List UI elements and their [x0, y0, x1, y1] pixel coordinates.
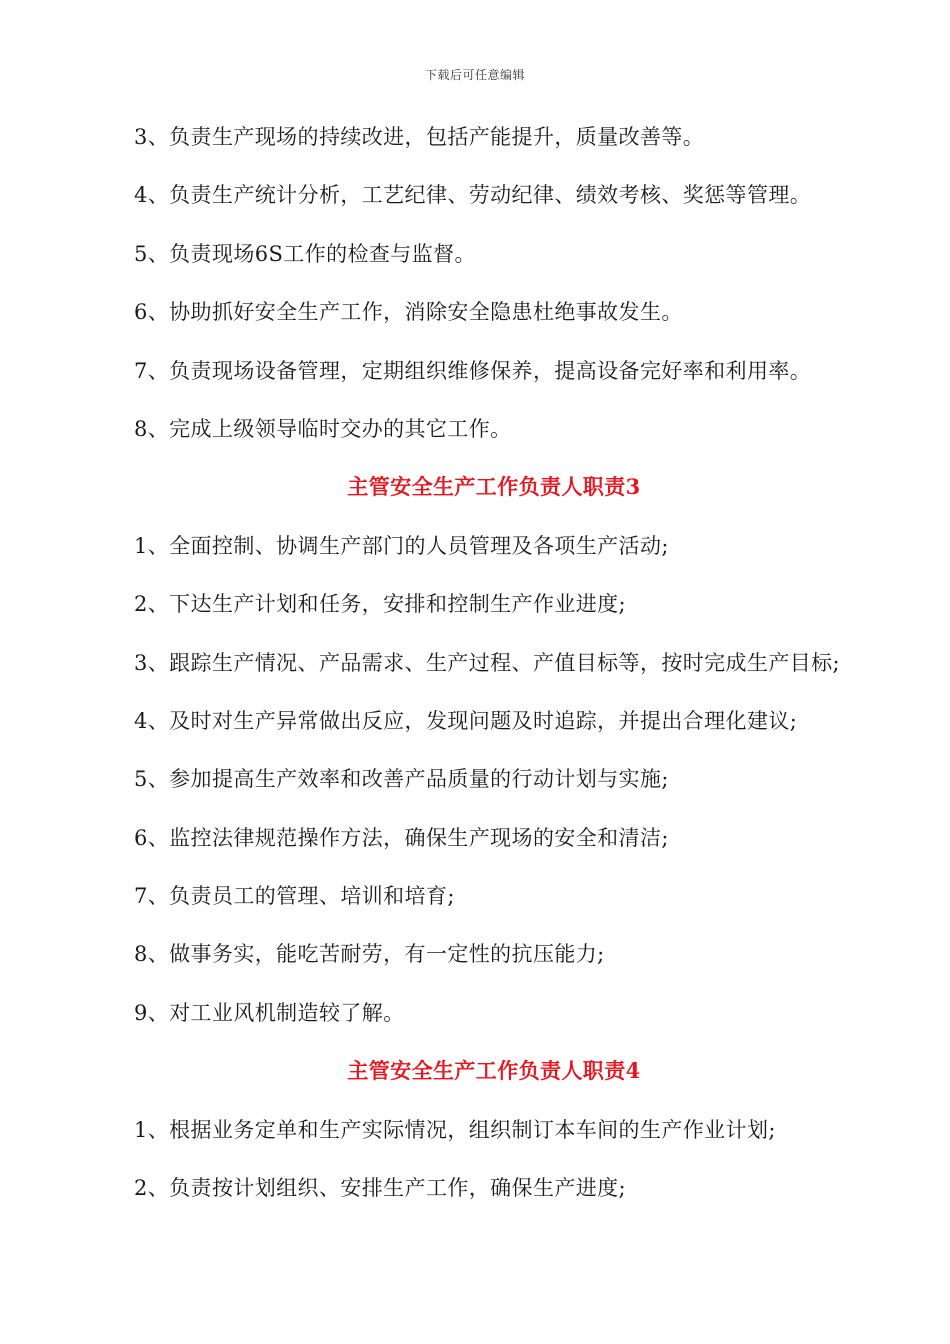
section-3-title: 主管安全生产工作负责人职责3: [347, 474, 641, 500]
list-item: 7、负责现场设备管理，定期组织维修保养，提高设备完好率和利用率。: [134, 358, 812, 383]
list-item: 4、及时对生产异常做出反应，发现问题及时追踪，并提出合理化建议;: [134, 708, 798, 733]
list-item: 5、负责现场6S工作的检查与监督。: [134, 241, 476, 266]
page-header: 下载后可任意编辑: [424, 68, 525, 82]
list-item: 6、协助抓好安全生产工作，消除安全隐患杜绝事故发生。: [134, 300, 683, 325]
list-item: 8、完成上级领导临时交办的其它工作。: [134, 416, 512, 441]
document-body: [134, 118, 934, 1227]
list-item: 1、根据业务定单和生产实际情况，组织制订本车间的生产作业计划;: [134, 1117, 776, 1142]
list-item: 9、对工业风机制造较了解。: [134, 1000, 405, 1025]
list-item: 2、负责按计划组织、安排生产工作，确保生产进度;: [134, 1176, 627, 1201]
list-item: 7、负责员工的管理、培训和培育;: [134, 884, 455, 909]
section-4-title: 主管安全生产工作负责人职责4: [347, 1058, 641, 1084]
list-item: 2、下达生产计划和任务，安排和控制生产作业进度;: [134, 592, 627, 617]
list-item: 3、跟踪生产情况、产品需求、生产过程、产值目标等，按时完成生产目标;: [134, 650, 841, 675]
list-item: 8、做事务实，能吃苦耐劳，有一定性的抗压能力;: [134, 942, 605, 967]
list-item: 4、负责生产统计分析，工艺纪律、劳动纪律、绩效考核、奖惩等管理。: [134, 183, 812, 208]
list-item: 1、全面控制、协调生产部门的人员管理及各项生产活动;: [134, 533, 669, 558]
list-item: 6、监控法律规范操作方法，确保生产现场的安全和清洁;: [134, 825, 669, 850]
list-item: 5、参加提高生产效率和改善产品质量的行动计划与实施;: [134, 767, 669, 792]
list-item: 3、负责生产现场的持续改进，包括产能提升，质量改善等。: [134, 125, 705, 149]
